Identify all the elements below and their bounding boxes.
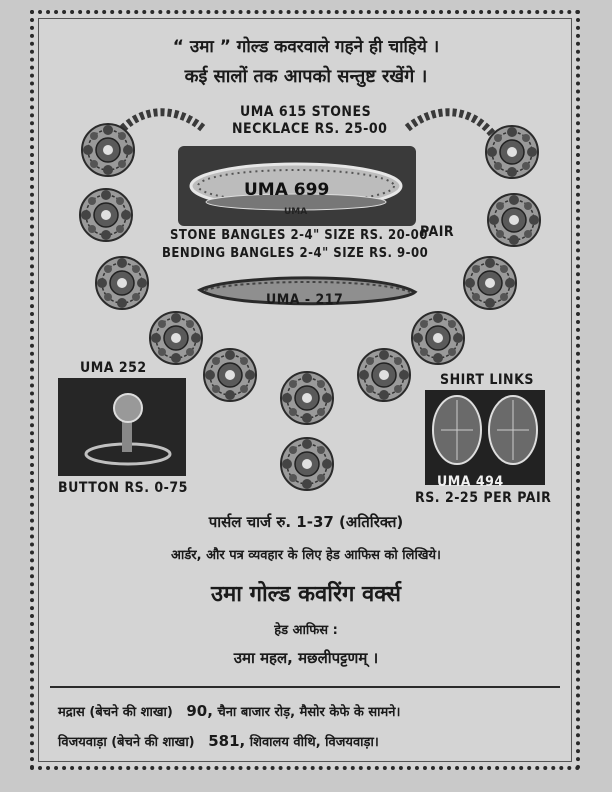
necklace-flower	[80, 189, 132, 241]
necklace-flower	[464, 257, 516, 309]
order-note: आर्डर, और पत्र व्यवहार के लिए हेड आफिस को लिखिये।	[171, 548, 441, 563]
button-model: UMA 252	[80, 360, 147, 376]
button-price: BUTTON RS. 0-75	[58, 480, 188, 496]
necklace-flower	[486, 126, 538, 178]
bangle-pair: PAIR	[420, 224, 455, 240]
headline-line-1: “ उमा ” गोल्ड कवरवाले गहने ही चाहिये ।	[172, 37, 440, 57]
necklace-pendant	[281, 372, 333, 424]
bangle-small-label: UMA	[284, 207, 308, 217]
bangle-model: UMA 699	[244, 180, 330, 200]
chain-model: UMA - 217	[266, 292, 344, 308]
branch-label: (बेचने की शाखा)	[89, 705, 173, 720]
necklace-flower	[204, 349, 256, 401]
branch-number: 90,	[186, 702, 213, 720]
branch-vijayawada	[58, 732, 379, 750]
parcel-charge: पार्सल चार्ज रु. 1-37 (अतिरिक्त)	[208, 513, 404, 531]
shirt-links-photo	[425, 390, 545, 485]
headline-line-2: कई सालों तक आपको सन्तुष्ट रखेंगे ।	[184, 66, 428, 87]
necklace-flower	[488, 194, 540, 246]
necklace-flower	[96, 257, 148, 309]
branch-address: चैना बाजार रोड़, मैसोर केफे के सामने।	[217, 705, 401, 720]
company-name: उमा गोल्ड कवरिंग वर्क्स	[211, 582, 401, 607]
shirt-links-model: UMA 494	[437, 474, 504, 490]
divider-line	[50, 686, 560, 688]
shirt-links-price: RS. 2-25 PER PAIR	[415, 490, 552, 506]
necklace-flower	[412, 312, 464, 364]
necklace-price: NECKLACE RS. 25-00	[232, 121, 388, 137]
bending-bangles-price: BENDING BANGLES 2-4" SIZE RS. 9-00	[162, 246, 429, 261]
shirt-links-title: SHIRT LINKS	[440, 372, 534, 388]
branch-city: मद्रास	[58, 705, 85, 720]
branch-madras	[58, 702, 400, 720]
branch-address: शिवालय वीथि, विजयवाड़ा।	[249, 735, 379, 750]
branch-number: 581,	[208, 732, 246, 750]
necklace-model: UMA 615 STONES	[240, 104, 372, 120]
necklace-flower	[82, 124, 134, 176]
branch-label: (बेचने की शाखा)	[111, 735, 195, 750]
necklace-pendant	[281, 438, 333, 490]
stone-bangles-price: STONE BANGLES 2-4" SIZE RS. 20-00	[170, 228, 428, 243]
necklace-flower	[358, 349, 410, 401]
head-office-address: उमा महल, मछलीपट्टणम् ।	[233, 649, 379, 667]
branch-city: विजयवाड़ा	[58, 735, 107, 750]
head-office-label: हेड आफिस :	[274, 623, 338, 638]
button-photo	[58, 378, 186, 476]
necklace-flower	[150, 312, 202, 364]
